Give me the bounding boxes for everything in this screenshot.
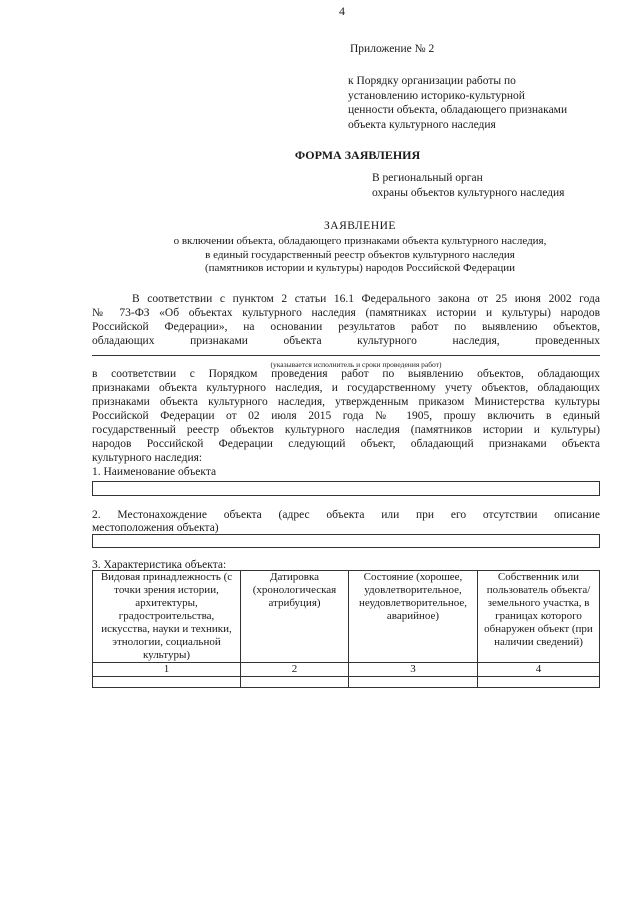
subject-line: о включении объекта, обладающего признаками объекта культурного наследия, [173, 235, 547, 247]
table-header-cell: Собственник или пользователь объекта/ земельного участка, в границах которого обнаружен объект (при наличии сведений) [478, 571, 600, 663]
characteristics-table [92, 570, 600, 688]
location-label-cont: местоположения объекта) [92, 522, 219, 534]
appendix-line: к Порядку организации работы по [348, 75, 516, 87]
table-header-row [93, 571, 600, 663]
appendix-line: объекта культурного наследия [348, 118, 496, 131]
table-header-cell: Датировка (хронологическая атрибуция) [241, 571, 349, 663]
location-field[interactable] [92, 534, 600, 548]
paragraph2-line: в соответствии с Порядком проведения работ по выявлению объектов, обладающих [92, 368, 600, 380]
table-number-row [93, 663, 600, 677]
column-number: 1 [93, 663, 241, 677]
table-header-cell: Видовая принадлежность (с точки зрения истории, архитектуры, градостроительства, искусства, науки и техники, этнологии, социальной культуры) [93, 571, 241, 663]
paragraph1-line: обладающих признаками объекта культурного наследия, проведенных [92, 335, 600, 347]
statement-subject [0, 235, 640, 276]
appendix-title: Приложение № 2 [350, 43, 435, 55]
appendix-description [348, 74, 567, 132]
location-label: 2. Местонахождение объекта (адрес объекта или при его отсутствии описание [92, 509, 600, 521]
paragraph1-line: Российской Федерации», на основании результатов работ по выявлению объектов, [92, 321, 600, 333]
table-cell[interactable] [93, 677, 241, 688]
paragraph2-line: признаками объекта культурного наследия, и государственному учету объектов, обладающих [92, 382, 600, 394]
column-number: 4 [478, 663, 600, 677]
page-number: 4 [339, 4, 345, 18]
subject-line: (памятников истории и культуры) народов Российской Федерации [204, 262, 515, 274]
name-label: 1. Наименование объекта [92, 466, 217, 478]
statement-title: ЗАЯВЛЕНИЕ [324, 220, 396, 232]
column-number: 2 [241, 663, 349, 677]
paragraph1-line: № 73-ФЗ «Об объектах культурного наследия (памятниках истории и культуры) народов [92, 307, 600, 319]
performer-line[interactable] [92, 355, 600, 356]
paragraph2-line: Российской Федерации от 02 июля 2015 года № 1905, прошу включить в единый [92, 410, 600, 422]
form-title: ФОРМА ЗАЯВЛЕНИЯ [294, 148, 421, 162]
paragraph2-line: государственный реестр объектов культурного наследия (памятников истории и культуры) [92, 424, 600, 436]
subject-line: в единый государственный реестр объектов культурного наследия [205, 248, 515, 261]
paragraph2-last-line: культурного наследия: [92, 452, 203, 464]
characteristics-label: 3. Характеристика объекта: [92, 559, 227, 571]
table-cell[interactable] [349, 677, 478, 688]
table-cell[interactable] [478, 677, 600, 688]
table-cell[interactable] [241, 677, 349, 688]
table-row [93, 677, 600, 688]
paragraph2-line: народов Российской Федерации следующий объект, обладающий признаками объекта [92, 438, 600, 450]
paragraph2-line: признаками объекта культурного наследия, утвержденным приказом Министерства культуры [92, 396, 600, 408]
name-field[interactable] [92, 481, 600, 496]
performer-hint: (указывается исполнитель и сроки проведения работ) [270, 360, 442, 369]
appendix-line: установлению историко-культурной [348, 89, 525, 102]
column-number: 3 [349, 663, 478, 677]
recipient-line: охраны объектов культурного наследия [372, 186, 565, 199]
paragraph1-line: В соответствии с пунктом 2 статьи 16.1 Федерального закона от 25 июня 2002 года [132, 293, 600, 305]
table-header-cell: Состояние (хорошее, удовлетворительное, неудовлетворительное, аварийное) [349, 571, 478, 663]
appendix-line: ценности объекта, обладающего признаками [348, 104, 568, 116]
recipient-line: В региональный орган [372, 172, 483, 184]
recipient [372, 171, 564, 200]
